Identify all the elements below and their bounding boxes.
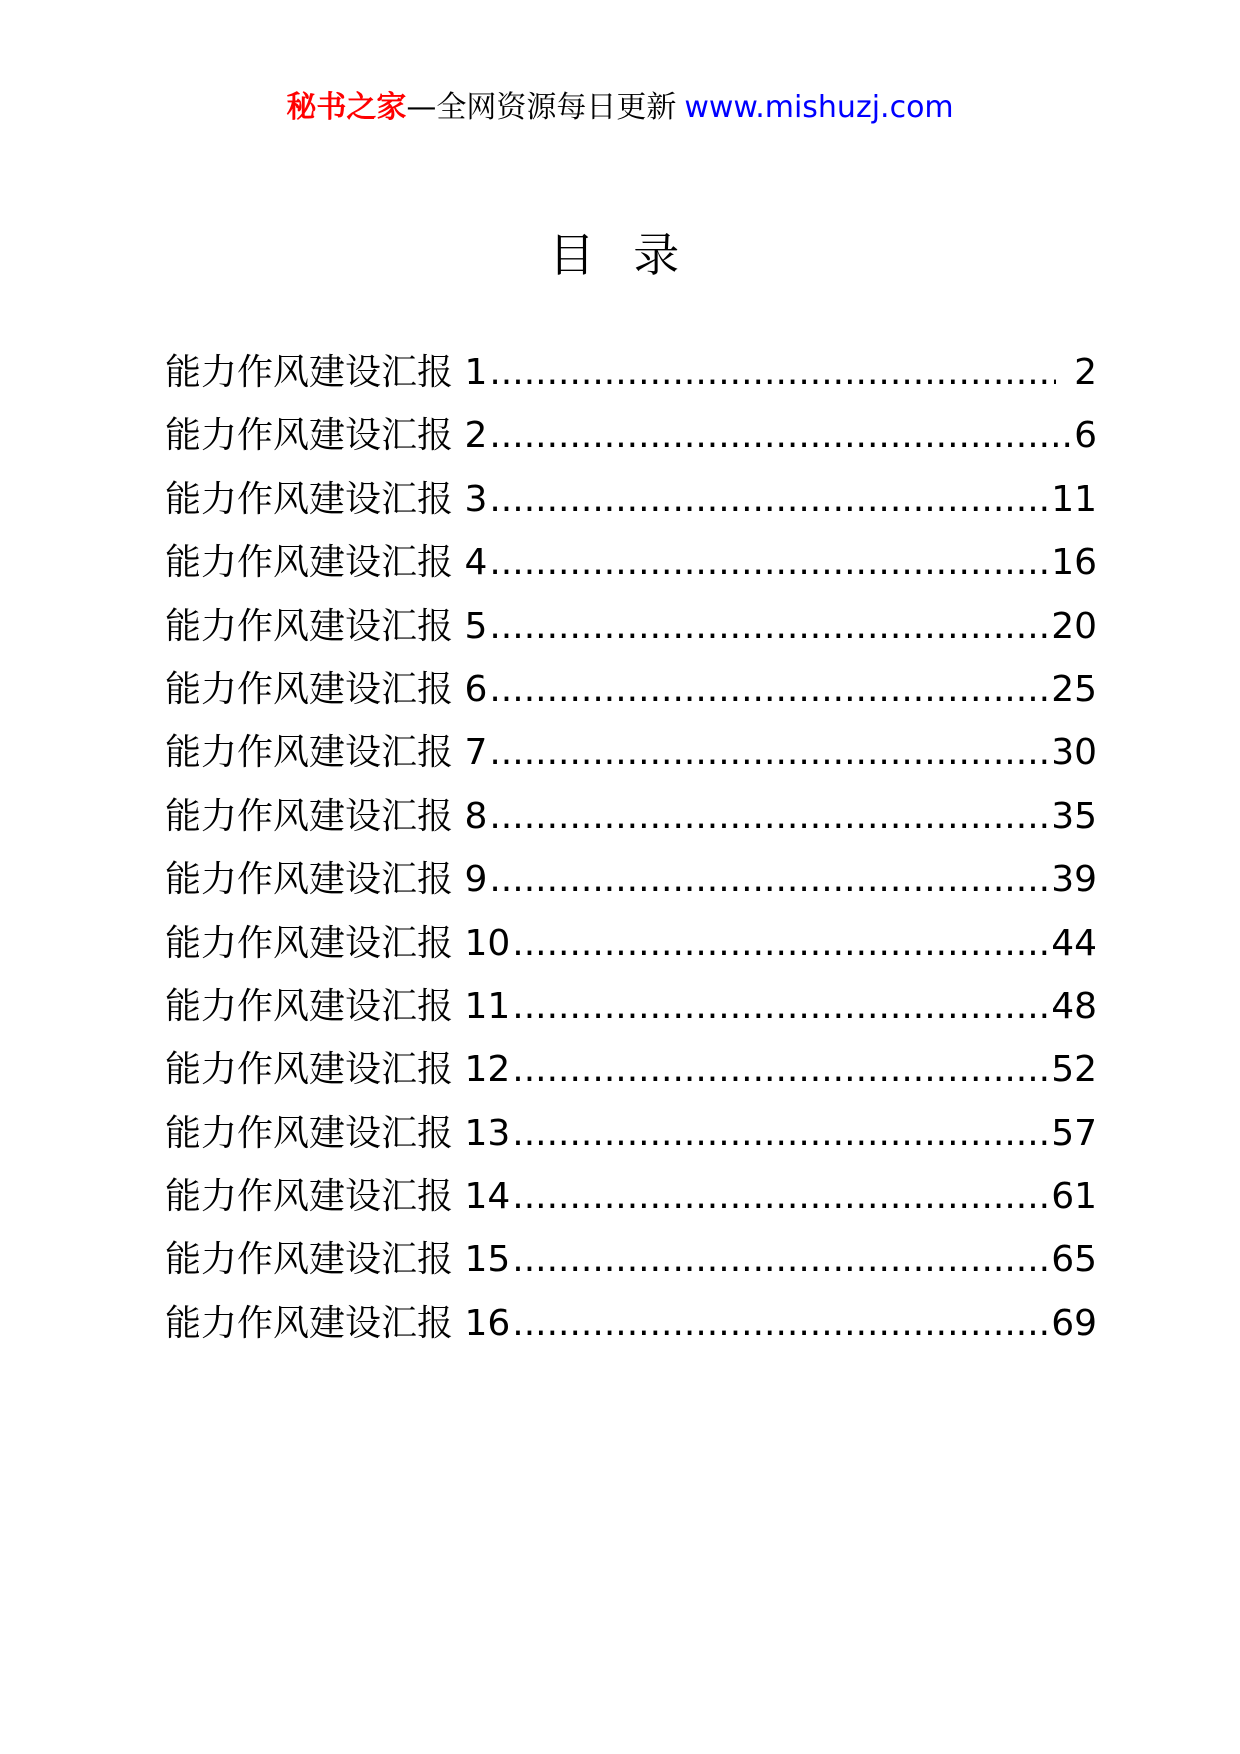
toc-page-number: 57: [1051, 1112, 1097, 1154]
toc-page-number: 25: [1051, 668, 1097, 710]
page-title: 目 录: [548, 228, 692, 282]
toc-entry[interactable]: [165, 848, 1097, 911]
toc-dot-leader: [512, 1228, 1049, 1291]
header-slogan: —全网资源每日更新: [406, 90, 677, 125]
toc-dot-leader: [489, 531, 1049, 594]
toc-dot-leader: [489, 785, 1049, 848]
toc-page-number: 52: [1051, 1049, 1097, 1091]
toc-dot-leader: [489, 468, 1049, 531]
toc-page-number: 44: [1051, 922, 1097, 964]
toc-dot-leader: [489, 404, 1072, 467]
toc-entry[interactable]: [165, 404, 1097, 467]
toc-page-number: 61: [1051, 1176, 1097, 1218]
toc-dot-leader: [489, 595, 1049, 658]
toc-dot-leader: [512, 1038, 1049, 1101]
toc-entry[interactable]: [165, 912, 1097, 975]
toc-entry-label: 能力作风建设汇报 15: [165, 1239, 511, 1281]
toc-page-number: 39: [1051, 859, 1097, 901]
toc-page-number: 48: [1051, 985, 1097, 1027]
toc-page-number: 65: [1051, 1239, 1097, 1281]
toc-entry[interactable]: [165, 1102, 1097, 1165]
brand-name: 秘书之家: [286, 90, 407, 125]
toc-page-number: 11: [1051, 478, 1097, 520]
toc-entry-label: 能力作风建设汇报 6: [165, 668, 488, 710]
toc-entry[interactable]: [165, 341, 1097, 404]
page-header: [0, 88, 1240, 128]
toc-entry[interactable]: [165, 468, 1097, 531]
toc-entry-label: 能力作风建设汇报 5: [165, 605, 488, 647]
toc-entry[interactable]: [165, 1292, 1097, 1355]
toc-entry-label: 能力作风建设汇报 4: [165, 542, 488, 584]
toc-page-number: 20: [1051, 605, 1097, 647]
toc-dot-leader: [512, 1102, 1049, 1165]
toc-entry-label: 能力作风建设汇报 1: [165, 352, 488, 393]
toc-dot-leader: [489, 341, 1056, 404]
toc-entry-label: 能力作风建设汇报 7: [165, 732, 488, 774]
site-url-link[interactable]: www.mishuzj.com: [684, 90, 954, 125]
toc-entry-label: 能力作风建设汇报 11: [165, 985, 511, 1027]
toc-entry[interactable]: [165, 531, 1097, 594]
toc-entry[interactable]: [165, 1228, 1097, 1291]
toc-entry[interactable]: [165, 658, 1097, 721]
toc-entry-label: 能力作风建设汇报 13: [165, 1112, 511, 1154]
toc-entry[interactable]: [165, 595, 1097, 658]
toc-dot-leader: [489, 721, 1049, 784]
toc-entry-label: 能力作风建设汇报 10: [165, 922, 511, 964]
toc-entry[interactable]: [165, 1038, 1097, 1101]
toc-entry[interactable]: [165, 1165, 1097, 1228]
toc-entry[interactable]: [165, 721, 1097, 784]
toc-dot-leader: [512, 912, 1049, 975]
toc-entry-label: 能力作风建设汇报 14: [165, 1176, 511, 1218]
toc-entry-label: 能力作风建设汇报 12: [165, 1049, 511, 1091]
toc-page-number: 35: [1051, 795, 1097, 837]
toc-page-number: 69: [1051, 1302, 1097, 1344]
toc-dot-leader: [489, 658, 1049, 721]
toc-entry-label: 能力作风建设汇报 16: [165, 1302, 511, 1344]
toc-dot-leader: [512, 1292, 1049, 1355]
toc-page-number: 30: [1051, 732, 1097, 774]
toc-dot-leader: [512, 975, 1049, 1038]
toc-dot-leader: [512, 1165, 1049, 1228]
toc-entry[interactable]: [165, 975, 1097, 1038]
toc-entry[interactable]: [165, 785, 1097, 848]
toc-page-number: 16: [1051, 542, 1097, 584]
toc-page-number: 6: [1074, 415, 1097, 457]
toc-entry-label: 能力作风建设汇报 2: [165, 415, 488, 457]
toc-entry-label: 能力作风建设汇报 8: [165, 795, 488, 837]
toc-entry-label: 能力作风建设汇报 3: [165, 478, 488, 520]
table-of-contents: [165, 341, 1097, 1355]
toc-entry-label: 能力作风建设汇报 9: [165, 859, 488, 901]
toc-dot-leader: [489, 848, 1049, 911]
toc-page-number: 2: [1074, 352, 1097, 393]
